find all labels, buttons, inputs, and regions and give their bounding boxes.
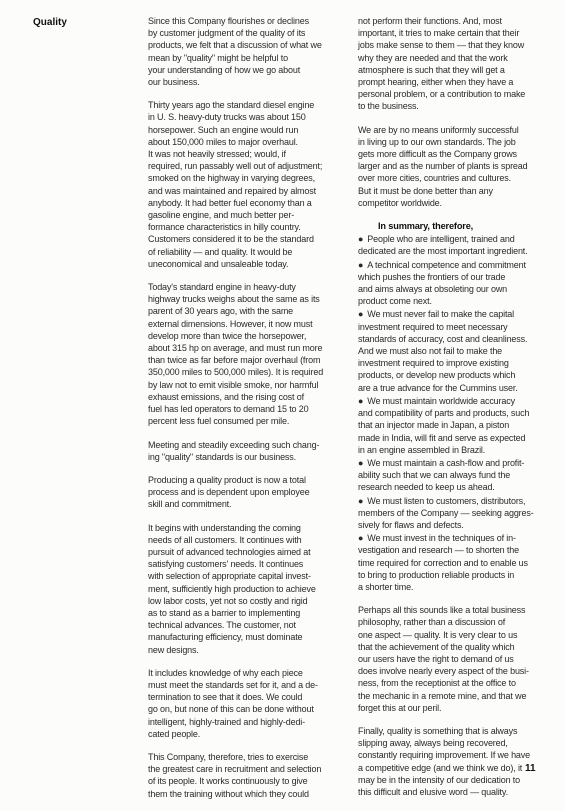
bullet-item bbox=[358, 395, 538, 456]
bullet-item bbox=[358, 495, 538, 532]
bullet-icon: ● bbox=[358, 309, 364, 320]
paragraph: We are by no means uniformly successful in living up to our own standards. The job gets more difficult as the Company grows larger and as the number of plants is spread over more cities, countries and cultures. But it must be done better than any competitor worldwide. bbox=[358, 124, 528, 208]
bullet-icon: ● bbox=[358, 457, 364, 468]
bullet-icon: ● bbox=[358, 259, 364, 270]
bullet-icon: ● bbox=[358, 495, 364, 506]
paragraph: It includes knowledge of why each piece must meet the standards set for it, and a de- termination to see that it does. We could go on, but none of this can be done without intelligent, highly-trained and highly-dedi- cated people. bbox=[148, 667, 318, 739]
paragraph: Thirty years ago the standard diesel engine in U. S. heavy-duty trucks was about 150 horsepower. Such an engine would run about 150,000 miles to major overhaul. It was not heavily stressed; would, if required, run passably well out of adjustment; smoked on the highway in varying degrees, and was maintained and repaired by almost anybody. It had better fuel economy than a gasoline engine, and much better per- formance characteristics in hilly country. Customers considered it to be the standard of reliability — and quality. It would be uneconomical and unsaleable today. bbox=[148, 100, 323, 269]
summary-heading: In summary, therefore, bbox=[378, 221, 474, 232]
bullet-item bbox=[358, 259, 538, 308]
section-heading: Quality bbox=[33, 17, 67, 28]
paragraph: It begins with understanding the coming needs of all customers. It continues with pursuit of advanced technologies aimed at satisfying customers' needs. It continues with selection of appropriate capital invest- ment, sufficiently high production to achieve low labor costs, yet not so costly and rigid as to stand as a barrier to implementing technical advances. The customer, not manufacturing efficiency, must dominate new designs. bbox=[148, 522, 316, 655]
bullet-text: People who are intelligent, trained and dedicated are the most important ingredient. bbox=[358, 234, 528, 257]
bullet-icon: ● bbox=[358, 234, 364, 245]
paragraph: Producing a quality product is now a total process and is dependent upon employee skill and commitment. bbox=[148, 474, 310, 510]
bullet-text: We must listen to customers, distributors, members of the Company — seeking aggres- sively for flaws and defects. bbox=[358, 495, 534, 530]
bullet-text: We must maintain a cash-flow and profit- ability such that we can always fund the research needed to keep us ahead. bbox=[358, 457, 525, 493]
bullet-text: We must invest in the techniques of in- vestigation and research — to shorten the time required for correction and to enable us to bring to production reliable products in a shorter time. bbox=[358, 533, 528, 592]
text-column-right bbox=[358, 15, 538, 809]
paragraph: Since this Company flourishes or declines by customer judgment of the quality of its products, we felt that a discussion of what we mean by "quality" might be helpful to your understanding of how we go about our business. bbox=[148, 16, 322, 88]
bullet-icon: ● bbox=[358, 533, 364, 544]
bullet-text: We must maintain worldwide accuracy and compatibility of parts and products, such that an injector made in Japan, a piston made in India, will fit and serve as expected in an engine assembled in Brazil. bbox=[358, 395, 530, 455]
paragraph: This Company, therefore, tries to exercise the greatest care in recruitment and selection of its people. It works continuously to give them the training without which they could bbox=[148, 751, 322, 799]
paragraph: Meeting and steadily exceeding such chang- ing "quality" standards is our business. bbox=[148, 439, 320, 462]
bullet-item bbox=[358, 457, 538, 494]
text-column-left bbox=[148, 15, 343, 811]
bullet-item bbox=[358, 308, 538, 393]
bullet-text: We must never fail to make the capital investment required to meet necessary standards of accuracy, cost and cleanliness. And we must also not fail to make the investment required to improve existing products, or develop new products which are a true advance for the Cummins user. bbox=[358, 309, 528, 393]
bullet-item bbox=[358, 532, 538, 593]
paragraph: Finally, quality is something that is always slipping away, always being recovered, constantly requiring improvement. If we have a competitive edge (and we think we do), it may be in the intensity of our dedication to this difficult and elusive word — quality. bbox=[358, 725, 530, 797]
paragraph: not perform their functions. And, most important, it tries to make certain that their jobs make sense to them — that they know why they are needed and that the work atmosphere is such that they will get a prompt hearing, either when they have a personal problem, or a contribution to make to the business. bbox=[358, 16, 526, 112]
bullet-item bbox=[358, 233, 538, 257]
page-number: 11 bbox=[525, 763, 536, 774]
bullet-icon: ● bbox=[358, 395, 364, 406]
paragraph: Today's standard engine in heavy-duty highway trucks weighs about the same as its parent of 30 years ago, with the same external dimensions. However, it now must develop more than twice the horsepower, about 315 hp on average, and must run more than twice as far before major overhaul (from 350,000 miles to 500,000 miles). It is required by law not to emit visible smoke, nor harmful exhaust emissions, and the rising cost of fuel has led operators to demand 15 to 20 percent less fuel consumed per mile. bbox=[148, 282, 324, 427]
bullet-text: A technical competence and commitment which pushes the frontiers of our trade and aims always at obsoleting our own product come next. bbox=[358, 259, 526, 307]
paragraph: Perhaps all this sounds like a total business philosophy, rather than a discussion of one aspect — quality. It is very clear to us that the achievement of the quality which our users have the right to demand of us does involve nearly every aspect of the busi- ness, from the receptionist at the office to the mechanic in a remote mine, and that we forget this at our peril. bbox=[358, 605, 529, 713]
